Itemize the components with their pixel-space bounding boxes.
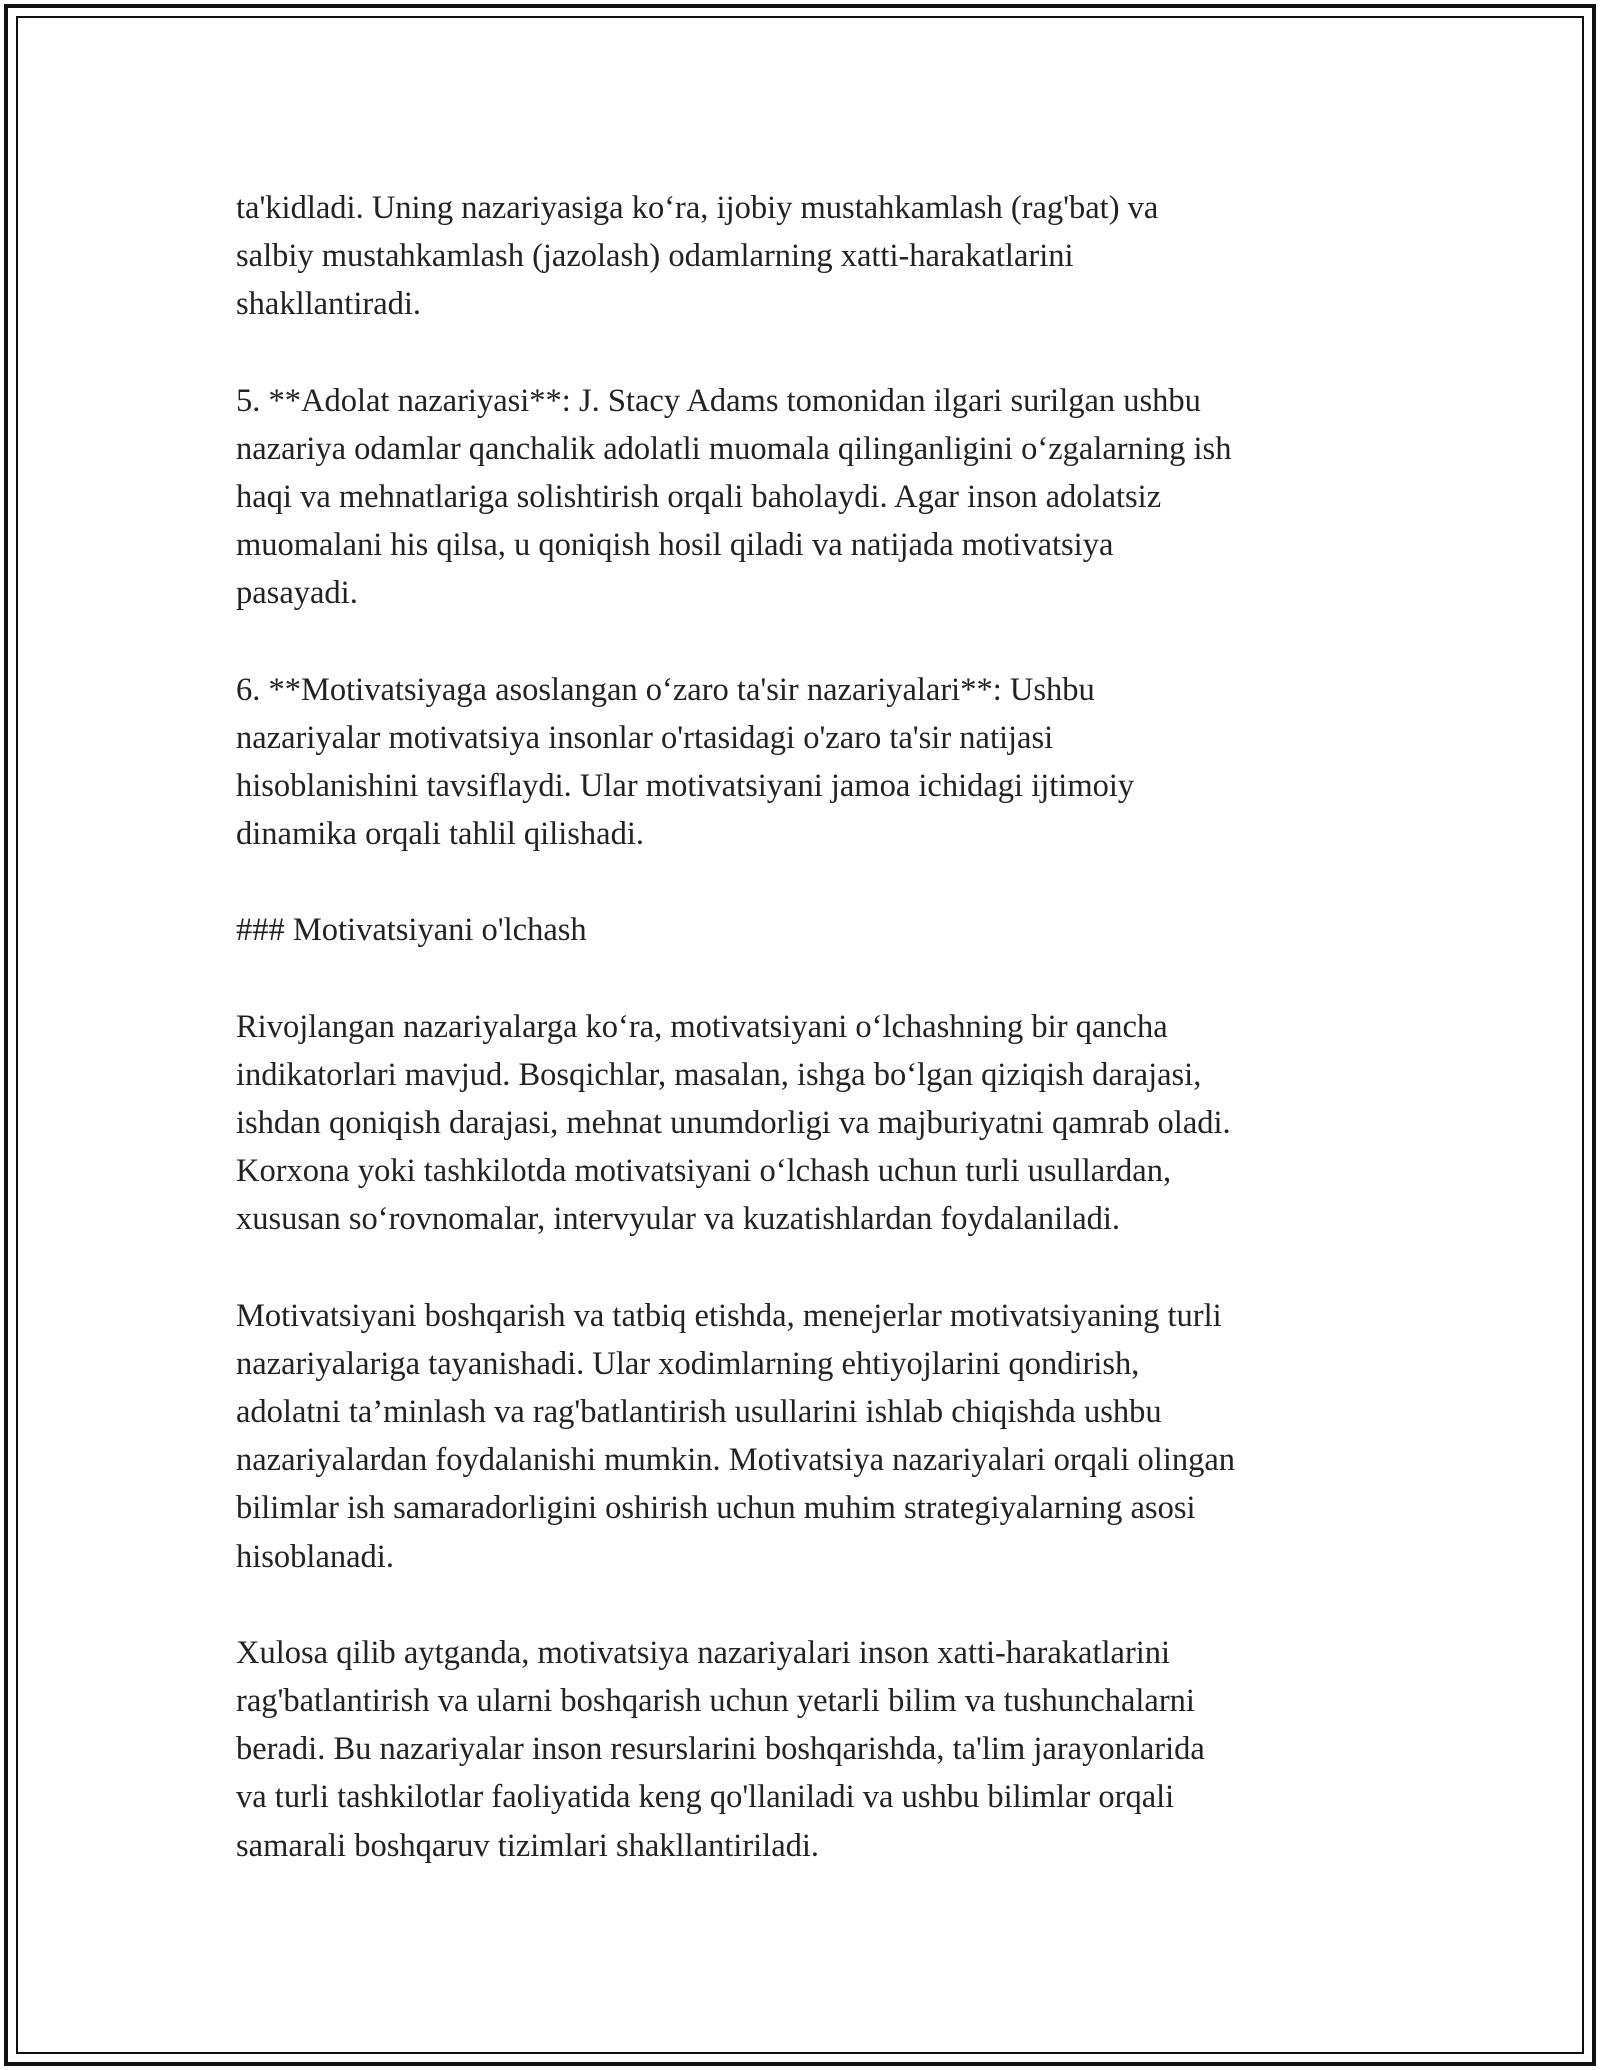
paragraph-equity-theory: [236, 377, 1376, 618]
text-line: shakllantiradi.: [236, 286, 422, 323]
text-line: 6. **Motivatsiyaga asoslangan o‘zaro ta'sir nazariyalari**: Ushbu: [236, 671, 1095, 708]
text-line: nazariya odamlar qanchalik adolatli muomala qilinganligini o‘zgalarning ish: [236, 430, 1232, 467]
text-line: indikatorlari mavjud. Bosqichlar, masalan, ishga bo‘lgan qiziqish darajasi,: [236, 1056, 1202, 1093]
document-body: [236, 184, 1376, 1918]
text-line: va turli tashkilotlar faoliyatida keng qo'llaniladi va ushbu bilimlar orqali: [236, 1779, 1175, 1816]
text-line: pasayadi.: [236, 575, 358, 612]
section-heading-measurement: [236, 906, 1376, 954]
text-line: Xulosa qilib aytganda, motivatsiya nazariyalari inson xatti-harakatlarini: [236, 1634, 1171, 1671]
text-line: ta'kidladi. Uning nazariyasiga ko‘ra, ijobiy mustahkamlash (rag'bat) va: [236, 190, 1159, 226]
text-line: hisoblanishini tavsiflaydi. Ular motivatsiyani jamoa ichidagi ijtimoiy: [236, 768, 1135, 805]
text-line: haqi va mehnatlariga solishtirish orqali baholaydi. Agar inson adolatsiz: [236, 479, 1162, 516]
text-line: xususan so‘rovnomalar, intervyular va kuzatishlardan foydalaniladi.: [236, 1201, 1121, 1238]
heading-text: ### Motivatsiyani o'lchash: [236, 912, 587, 949]
paragraph-interaction-theories: [236, 666, 1376, 859]
text-line: bilimlar ish samaradorligini oshirish uchun muhim strategiyalarning asosi: [236, 1490, 1196, 1527]
paragraph-management: [236, 1292, 1376, 1581]
text-line: samarali boshqaruv tizimlari shakllantiriladi.: [236, 1827, 820, 1864]
text-line: nazariyalariga tayanishadi. Ular xodimlarning ehtiyojlarini qondirish,: [236, 1345, 1140, 1382]
text-line: muomalani his qilsa, u qoniqish hosil qiladi va natijada motivatsiya: [236, 527, 1114, 564]
text-line: adolatni ta’minlash va rag'batlantirish usullarini ishlab chiqishda ushbu: [236, 1394, 1162, 1431]
text-line: Korxona yoki tashkilotda motivatsiyani o‘lchash uchun turli usullardan,: [236, 1153, 1172, 1190]
paragraph-conclusion: [236, 1629, 1376, 1870]
text-line: nazariyalardan foydalanishi mumkin. Motivatsiya nazariyalari orqali olingan: [236, 1442, 1236, 1479]
text-line: dinamika orqali tahlil qilishadi.: [236, 816, 644, 853]
text-line: ishdan qoniqish darajasi, mehnat unumdorligi va majburiyatni qamrab oladi.: [236, 1105, 1231, 1142]
text-line: beradi. Bu nazariyalar inson resurslarini boshqarishda, ta'lim jarayonlarida: [236, 1731, 1205, 1768]
text-line: nazariyalar motivatsiya insonlar o'rtasidagi o'zaro ta'sir natijasi: [236, 719, 1054, 756]
text-line: Motivatsiyani boshqarish va tatbiq etishda, menejerlar motivatsiyaning turli: [236, 1297, 1222, 1334]
paragraph-reinforcement-continuation: [236, 184, 1376, 329]
text-line: Rivojlangan nazariyalarga ko‘ra, motivatsiyani o‘lchashning bir qancha: [236, 1008, 1168, 1045]
paragraph-measurement-indicators: [236, 1003, 1376, 1244]
text-line: rag'batlantirish va ularni boshqarish uchun yetarli bilim va tushunchalarni: [236, 1683, 1195, 1720]
text-line: hisoblanadi.: [236, 1538, 394, 1575]
text-line: salbiy mustahkamlash (jazolash) odamlarning xatti-harakatlarini: [236, 238, 1074, 275]
text-line: 5. **Adolat nazariyasi**: J. Stacy Adams tomonidan ilgari surilgan ushbu: [236, 382, 1201, 419]
